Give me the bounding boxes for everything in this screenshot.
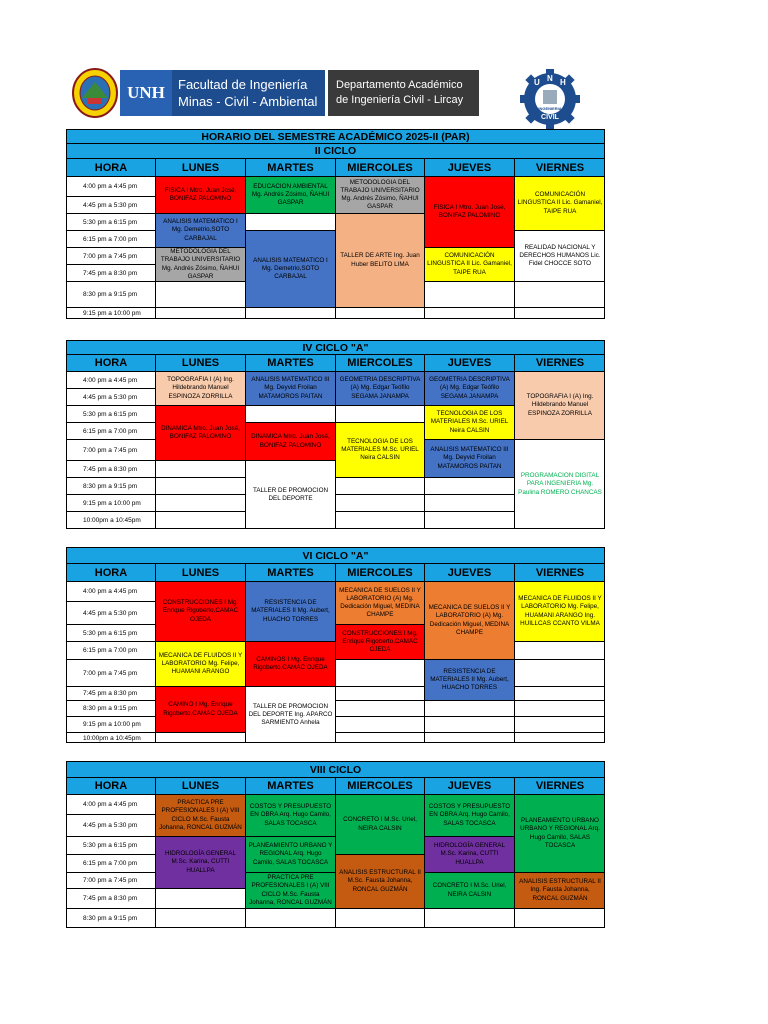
empty-slot [156, 495, 246, 512]
empty-slot [336, 717, 425, 733]
class-cell: PLANEAMIENTO URBANO Y REGIONAL Arq. Hugo Camilo, SALAS TOCASCA [245, 836, 336, 873]
seal-letter-u: U [534, 78, 540, 87]
time-slot: 8:30 pm a 9:15 pm [67, 701, 156, 717]
empty-slot [156, 461, 246, 478]
day-header: VIERNES [515, 564, 605, 582]
empty-slot [425, 308, 515, 319]
page-header [0, 0, 768, 130]
empty-slot [336, 660, 425, 687]
empty-slot [246, 214, 336, 231]
day-header: MARTES [246, 355, 336, 372]
class-cell: COMUNICACIÓN LINGUSTICA II Lic. Gamaniel, TAIPE RUA [424, 247, 515, 282]
class-cell: PRACTICA PRE PROFESIONALES I (A) VIII CICLO M.Sc. Fausta Johanna, RONCAL GUZMÁN [155, 794, 246, 837]
class-cell: TALLER DE ARTE Ing. Juan Huber BELITO LIMA [335, 213, 425, 308]
day-header: HORA [67, 564, 156, 582]
empty-slot [425, 909, 515, 928]
department-line-2: de Ingeniería Civil - Lircay [336, 94, 464, 106]
seal-letter-n: N [547, 74, 553, 83]
time-slot: 4:00 pm a 4:45 pm [67, 177, 156, 197]
time-slot: 7:45 pm a 8:30 pm [67, 265, 156, 282]
class-cell: MECANICA DE SUELOS II Y LABORATORIO (A) Mg. Dedicación Miguel, MEDINA CHAMPE [424, 581, 515, 660]
empty-slot [156, 512, 246, 529]
class-cell: CAMINOS I Mg. Enrique Rigoberto,CAMAC OJEDA [245, 641, 336, 687]
day-header: JUEVES [425, 778, 515, 795]
class-cell: ANALISIS MATEMATICO I Mg. Demetrio,SOTO CARBAJAL [155, 213, 246, 248]
empty-slot [515, 308, 605, 319]
empty-slot [156, 889, 246, 909]
class-cell: MECANICA DE SUELOS II Y LABORATORIO (A) Mg. Dedicación Miguel, MEDINA CHAMPE [335, 581, 425, 625]
empty-slot [515, 701, 605, 717]
empty-slot [156, 733, 246, 743]
empty-slot [515, 717, 605, 733]
class-cell: COMUNICACIÓN LINGUSTICA II Lic. Gamaniel, TAIPE RUA [514, 176, 605, 231]
unh-seal-icon [72, 68, 118, 118]
time-slot: 10:00pm a 10:45pm [67, 733, 156, 743]
empty-slot [156, 909, 246, 928]
schedule-block [66, 761, 605, 928]
seal-letter-h: H [560, 78, 566, 87]
day-header: HORA [67, 778, 156, 795]
empty-slot [336, 512, 425, 529]
class-cell: CONSTRUCCIONES I Mg. Enrique Rigoberto,CAMAC OJEDA [155, 581, 246, 642]
time-slot: 5:30 pm a 6:15 pm [67, 837, 156, 855]
class-cell: TECNOLOGIA DE LOS MATERIALES M.Sc. URIEL Neira CALSIN [424, 405, 515, 440]
time-slot: 7:00 pm a 7:45 pm [67, 440, 156, 461]
class-cell: METODOLOGIA DEL TRABAJO UNIVERSITARIO Mg. Andrés Zósimo, ÑAHUI GASPAR [155, 247, 246, 282]
day-header: HORA [67, 159, 156, 177]
empty-slot [425, 717, 515, 733]
seal-inner-text: INGENIERIA [538, 106, 562, 111]
time-slot: 5:30 pm a 6:15 pm [67, 214, 156, 231]
day-header: VIERNES [515, 778, 605, 795]
class-cell: COSTOS Y PRESUPUESTO EN OBRA Arq. Hugo Camilo, SALAS TOCASCA [245, 794, 336, 837]
empty-slot [425, 495, 515, 512]
class-cell: HIDROLOGÍA GENERAL M.Sc. Karina, CUTTI HUALLPA [424, 836, 515, 873]
time-slot: 8:30 pm a 9:15 pm [67, 909, 156, 928]
time-slot: 8:30 pm a 9:15 pm [67, 282, 156, 308]
class-cell: ANALISIS MATEMATICO I Mg. Demetrio,SOTO CARBAJAL [245, 230, 336, 308]
class-cell: CONCRETO I M.Sc. Uriel, NEIRA CALSIN [424, 872, 515, 909]
time-slot: 4:00 pm a 4:45 pm [67, 795, 156, 815]
empty-slot [336, 733, 425, 743]
time-slot: 4:00 pm a 4:45 pm [67, 372, 156, 389]
class-cell: DINAMICA Mtro. Juan José, BONIFAZ PALOMINO [155, 405, 246, 461]
day-header: VIERNES [515, 355, 605, 372]
empty-slot [515, 642, 605, 660]
time-slot: 4:00 pm a 4:45 pm [67, 582, 156, 602]
time-slot: 7:00 pm a 7:45 pm [67, 660, 156, 687]
class-cell: PLANEAMIENTO URBANO URBANO Y REGIONAL Arq. Hugo Camilo, SALAS TOCASCA [514, 794, 605, 873]
day-header: HORA [67, 355, 156, 372]
empty-slot [336, 701, 425, 717]
class-cell: REALIDAD NACIONAL Y DERECHOS HUMANOS Lic. Fidel CHOCCE SOTO [514, 230, 605, 282]
empty-slot [246, 406, 336, 423]
empty-slot [246, 909, 336, 928]
schedule-block [66, 547, 605, 743]
class-cell: PRACTICA PRE PROFESIONALES I (A) VIII CICLO M.Sc. Fausta Johanna, RONCAL GUZMÁN [245, 872, 336, 909]
class-cell: FISICA I Mtro. Juan José, BONIFAZ PALOMINO [155, 176, 246, 214]
empty-slot [425, 701, 515, 717]
time-slot: 6:15 pm a 7:00 pm [67, 642, 156, 660]
day-header: MIERCOLES [336, 159, 425, 177]
empty-slot [336, 495, 425, 512]
day-header: MARTES [246, 564, 336, 582]
day-header: LUNES [156, 355, 246, 372]
class-cell: ANALISIS MATEMATICO III Mg. Deyvid Froilan MATAMOROS PAITAN [245, 371, 336, 406]
faculty-line-1: Facultad de Ingeniería [178, 77, 308, 92]
time-slot: 6:15 pm a 7:00 pm [67, 855, 156, 873]
empty-slot [425, 733, 515, 743]
day-header: VIERNES [515, 159, 605, 177]
class-cell: COSTOS Y PRESUPUESTO EN OBRA Arq. Hugo Camilo, SALAS TOCASCA [424, 794, 515, 837]
class-cell: METODOLOGIA DEL TRABAJO UNIVERSITARIO Mg. Andrés Zósimo, ÑAHUI GASPAR [335, 176, 425, 214]
time-slot: 8:30 pm a 9:15 pm [67, 478, 156, 495]
day-header: JUEVES [425, 159, 515, 177]
class-cell: RESISTENCIA DE MATERIALES II Mg. Aubert, HUACHO TORRES [245, 581, 336, 642]
department-line-1: Departamento Académico [336, 79, 463, 91]
empty-slot [156, 308, 246, 319]
day-header: MARTES [246, 159, 336, 177]
empty-slot [336, 406, 425, 423]
block-subtitle: II CICLO [67, 144, 604, 159]
time-slot: 9:15 pm a 10:00 pm [67, 495, 156, 512]
class-cell: ANALISIS ESTRUCTURAL II Ing. Fausta Johanna, RONCAL GUZMÁN [514, 872, 605, 909]
empty-slot [425, 478, 515, 495]
class-cell: TOPOGRAFIA I (A) Ing. Hildebrando Manuel ESPINOZA ZORRILLA [155, 371, 246, 406]
empty-slot [156, 478, 246, 495]
block-title: HORARIO DEL SEMESTRE ACADÉMICO 2025-II (PAR) [67, 130, 604, 144]
faculty-banner [120, 70, 325, 116]
class-cell: HIDROLOGÍA GENERAL M.Sc. Karina, CUTTI HUALLPA [155, 836, 246, 889]
class-cell: TALLER DE PROMOCION DEL DEPORTE [245, 460, 336, 529]
empty-slot [515, 687, 605, 701]
empty-slot [515, 733, 605, 743]
time-slot: 7:00 pm a 7:45 pm [67, 873, 156, 889]
day-header: MARTES [246, 778, 336, 795]
unh-logo-text: UNH [127, 83, 165, 102]
time-slot: 7:45 pm a 8:30 pm [67, 461, 156, 478]
class-cell: TOPOGRAFIA I (A) Ing. Hildebrando Manuel ESPINOZA ZORRILLA [514, 371, 605, 440]
seal-bottom-text: CIVIL [541, 114, 559, 121]
block-title: IV CICLO "A" [67, 341, 604, 355]
day-header: JUEVES [425, 355, 515, 372]
class-cell: FISICA I Mtro. Juan José, BONIFAZ PALOMINO [424, 176, 515, 248]
empty-slot [515, 282, 605, 308]
class-cell: ANALISIS ESTRUCTURAL II M.Sc. Fausta Johanna, RONCAL GUZMÁN [335, 854, 425, 909]
time-slot: 4:45 pm a 5:30 pm [67, 602, 156, 625]
schedule-block [66, 129, 605, 319]
day-header: JUEVES [425, 564, 515, 582]
class-cell: CONCRETO I M.Sc. Uriel, NEIRA CALSIN [335, 794, 425, 855]
block-title: VIII CICLO [67, 762, 604, 778]
class-cell: TALLER DE PROMOCION DEL DEPORTE Ing. APARCO SARMIENTO Anhela [245, 686, 336, 743]
time-slot: 7:45 pm a 8:30 pm [67, 889, 156, 909]
faculty-line-2: Minas - Civil - Ambiental [178, 94, 318, 109]
time-slot: 4:45 pm a 5:30 pm [67, 389, 156, 406]
class-cell: CONSTRUCCIONES I Mg. Enrique Rigoberto,CAMAC OJEDA [335, 624, 425, 660]
time-slot: 9:15 pm a 10:00 pm [67, 717, 156, 733]
time-slot: 5:30 pm a 6:15 pm [67, 406, 156, 423]
time-slot: 4:45 pm a 5:30 pm [67, 197, 156, 214]
class-cell: TECNOLOGIA DE LOS MATERIALES M.Sc. URIEL Neira CALSIN [335, 422, 425, 478]
day-header: MIERCOLES [336, 564, 425, 582]
time-slot: 4:45 pm a 5:30 pm [67, 815, 156, 837]
day-header: MIERCOLES [336, 355, 425, 372]
empty-slot [156, 282, 246, 308]
time-slot: 5:30 pm a 6:15 pm [67, 625, 156, 642]
empty-slot [425, 282, 515, 308]
empty-slot [515, 909, 605, 928]
empty-slot [336, 308, 425, 319]
class-cell: RESISTENCIA DE MATERIALES II Mg. Aubert, HUACHO TORRES [424, 659, 515, 701]
class-cell: MECANICA DE FLUIDOS II Y LABORATORIO Mg. Felipe, HUAMANI ARANGO Ing. HUILLCAS CCANTO VILMA [514, 581, 605, 642]
empty-slot [246, 308, 336, 319]
empty-slot [336, 478, 425, 495]
day-header: LUNES [156, 159, 246, 177]
time-slot: 9:15 pm a 10:00 pm [67, 308, 156, 319]
class-cell: GEOMETRIA DESCRIPTIVA (A) Mg. Edgar Teófilo SEGAMA JANAMPA [424, 371, 515, 406]
class-cell: DINAMICA Mtro. Juan José, BONIFAZ PALOMINO [245, 422, 336, 461]
time-slot: 7:00 pm a 7:45 pm [67, 248, 156, 265]
class-cell: MECANICA DE FLUIDOS II Y LABORATORIO Mg. Felipe, HUAMANI ARANGO [155, 641, 246, 687]
time-slot: 6:15 pm a 7:00 pm [67, 231, 156, 248]
class-cell: ANALISIS MATEMATICO III Mg. Deyvid Froilan MATAMOROS PAITAN [424, 439, 515, 478]
class-cell: CAMINO I Mg. Enrique Rigoberto,CAMAC OJEDA [155, 686, 246, 733]
day-header: LUNES [156, 778, 246, 795]
empty-slot [336, 687, 425, 701]
day-header: LUNES [156, 564, 246, 582]
block-title: VI CICLO "A" [67, 548, 604, 564]
empty-slot [336, 909, 425, 928]
civil-engineering-logo [516, 68, 584, 130]
time-slot: 7:45 pm a 8:30 pm [67, 687, 156, 701]
day-header: MIERCOLES [336, 778, 425, 795]
time-slot: 6:15 pm a 7:00 pm [67, 423, 156, 440]
class-cell: PROGRAMACION DIGITAL PARA INGENIERIA Mg. Paulina ROMERO CHANCAS [514, 439, 605, 529]
class-cell: GEOMETRIA DESCRIPTIVA (A) Mg. Edgar Teófilo SEGAMA JANAMPA [335, 371, 425, 406]
class-cell: EDUCACION AMBIENTAL Mg. Andrés Zósimo, ÑAHUI GASPAR [245, 176, 336, 214]
empty-slot [515, 660, 605, 687]
empty-slot [425, 512, 515, 529]
schedule-block [66, 340, 605, 529]
department-banner [328, 70, 479, 116]
time-slot: 10:00pm a 10:45pm [67, 512, 156, 529]
